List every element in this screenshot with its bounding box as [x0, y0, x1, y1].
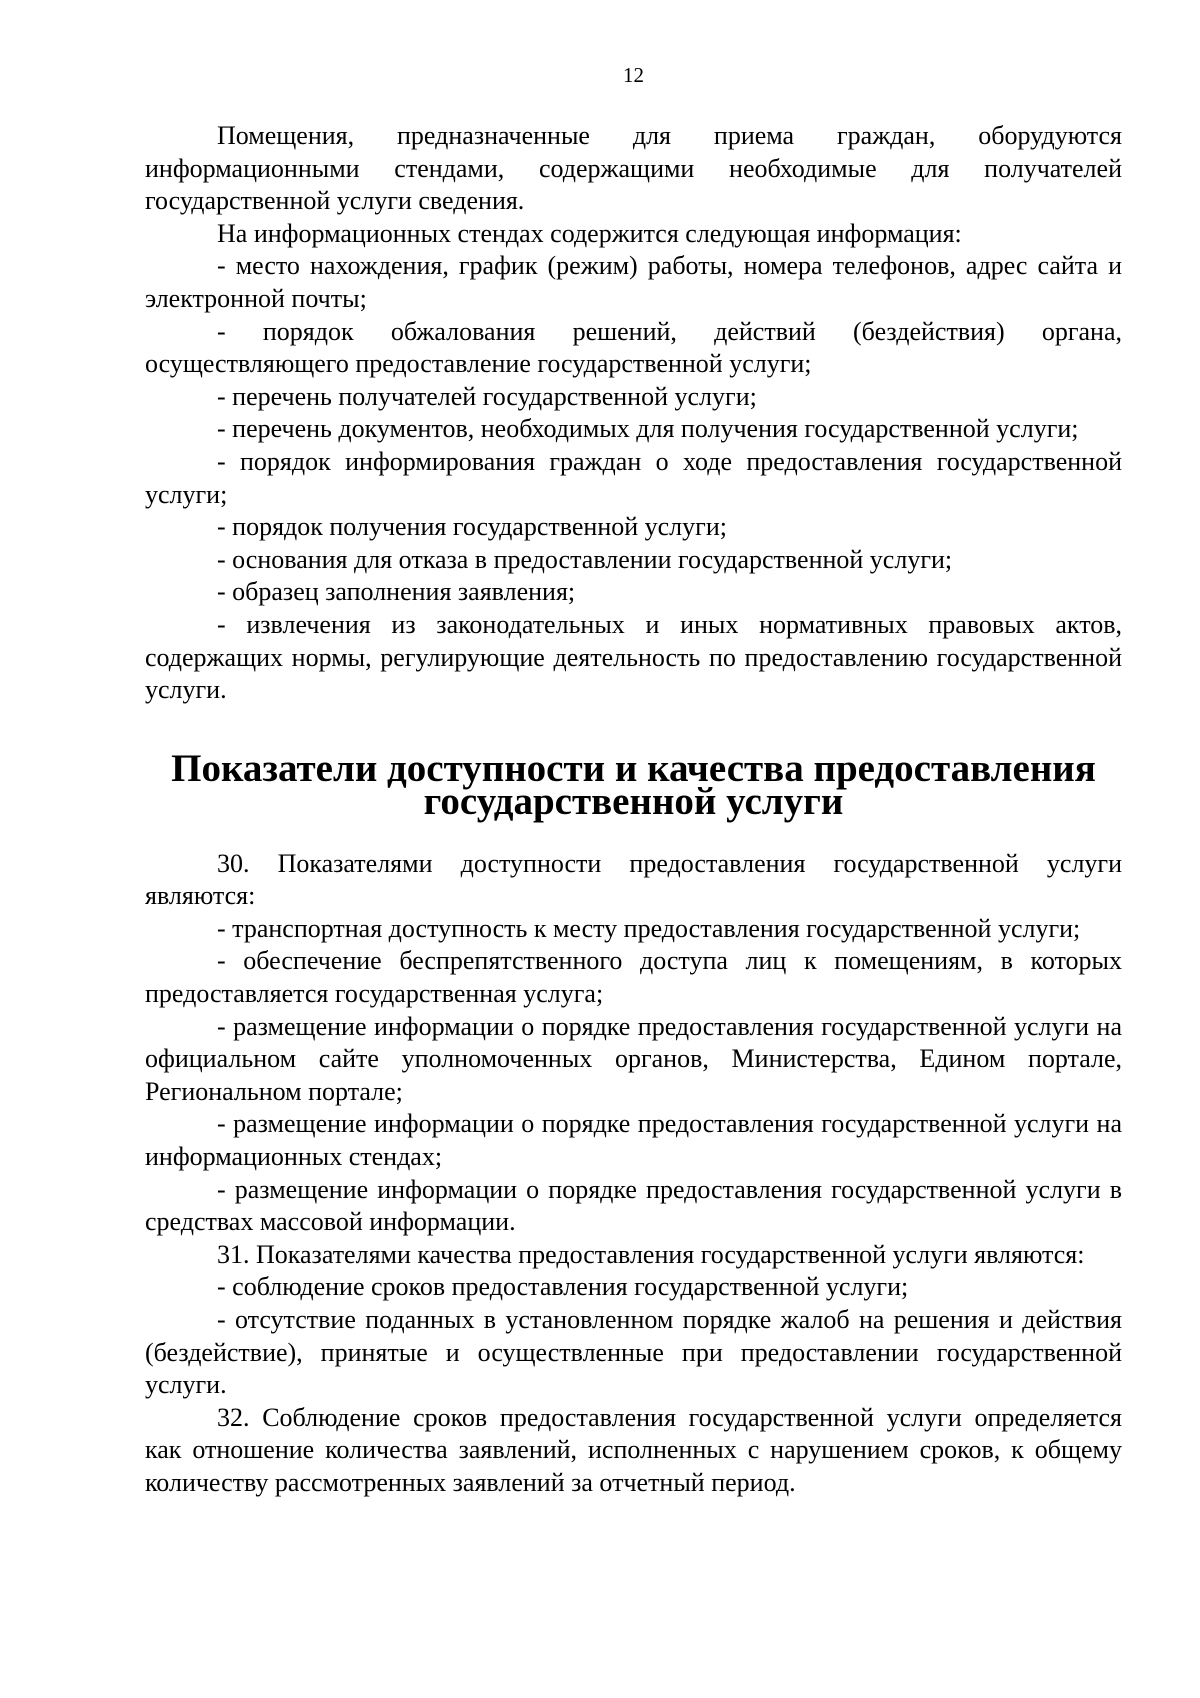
list-item: - основания для отказа в предоставлении государственной услуги; — [217, 544, 953, 574]
list-item: - место нахождения, график (режим) работы, номера телефонов, адрес сайта и электронной почты; — [145, 251, 1122, 313]
list-item: - размещение информации о порядке предоставления государственной услуги на официальном сайте уполномоченных органов, Министерства, Едином портале, Региональном портале; — [145, 1011, 1122, 1106]
section-accessibility-quality — [145, 848, 1122, 1500]
list-item: - размещение информации о порядке предоставления государственной услуги на информационных стендах; — [145, 1109, 1122, 1172]
page-number: 12 — [623, 63, 644, 87]
list-item: - извлечения из законодательных и иных нормативных правовых актов, содержащих нормы, регулирующие деятельность по предоставлению государственной услуги. — [145, 609, 1122, 705]
list-item: - порядок информирования граждан о ходе предоставления государственной услуги; — [145, 446, 1122, 509]
list-item: - обеспечение беспрепятственного доступа лиц к помещениям, в которых предоставляется государственная услуга; — [145, 946, 1122, 1009]
list-item: - размещение информации о порядке предоставления государственной услуги в средствах массовой информации. — [145, 1174, 1122, 1237]
paragraph: 32. Соблюдение сроков предоставления государственной услуги определяется как отношение количества заявлений, исполненных с нарушением сроков, к общему количеству рассмотренных заявлений за отчетный период. — [145, 1402, 1122, 1497]
document-page — [145, 62, 1122, 1500]
paragraph: 31. Показателями качества предоставления государственной услуги являются: — [217, 1239, 1085, 1269]
list-item: - перечень получателей государственной услуги; — [217, 381, 757, 411]
list-item: - соблюдение сроков предоставления государственной услуги; — [217, 1272, 909, 1302]
paragraph: На информационных стендах содержится следующая информация: — [217, 218, 962, 248]
list-item: - образец заполнения заявления; — [217, 577, 576, 607]
section-heading-line-1: Показатели доступности и качества предоставления — [171, 746, 1096, 790]
list-item: - порядок получения государственной услуги; — [217, 512, 727, 542]
list-item: - отсутствие поданных в установленном порядке жалоб на решения и действия (бездействие), принятые и осуществленные при предоставлении государственной услуги. — [145, 1305, 1122, 1400]
list-item: - порядок обжалования решений, действий (бездействия) органа, осуществляющего предоставление государственной услуги; — [145, 316, 1122, 379]
section-heading-line-2: государственной услуги — [423, 779, 844, 823]
list-item: - транспортная доступность к месту предоставления государственной услуги; — [217, 913, 1081, 943]
section-heading — [145, 746, 1122, 823]
paragraph: Помещения, предназначенные для приема граждан, оборудуются информационными стендами, содержащими необходимые для получателей государственной услуги сведения. — [145, 121, 1122, 216]
paragraph: 30. Показателями доступности предоставления государственной услуги являются: — [145, 848, 1122, 911]
list-item: - перечень документов, необходимых для получения государственной услуги; — [217, 414, 1079, 444]
section-information-stands — [145, 120, 1122, 707]
